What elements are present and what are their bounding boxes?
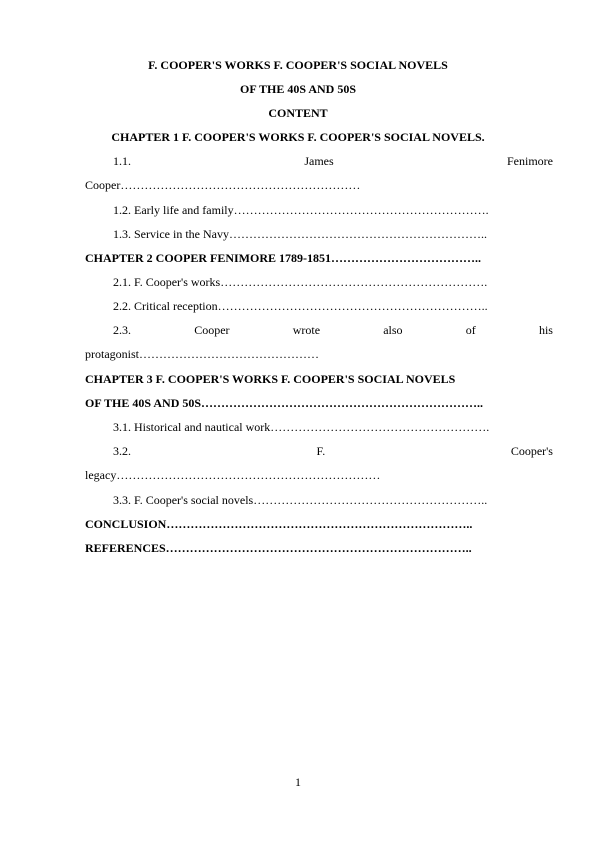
toc-item-2-3 (113, 323, 553, 338)
toc-word: F. (316, 444, 326, 458)
toc-references: REFERENCES………………………………………………………………….. (85, 541, 472, 555)
toc-item-2-1: 2.1. F. Cooper's works…………………………………………………………. (113, 275, 488, 289)
content-heading: CONTENT (268, 106, 328, 120)
page-number: 1 (295, 775, 301, 789)
toc-conclusion: CONCLUSION………………………………………………………………….. (85, 517, 473, 531)
toc-word: 3.2. (113, 444, 131, 458)
toc-item-3-3: 3.3. F. Cooper's social novels………………………………………………….. (113, 493, 488, 507)
toc-word: Cooper (194, 323, 230, 337)
document-title-line-1: F. COOPER'S WORKS F. COOPER'S SOCIAL NOVELS (148, 58, 448, 72)
toc-word: James (304, 154, 334, 168)
toc-item-3-2 (113, 444, 553, 459)
toc-word: of (465, 323, 476, 337)
toc-word: 1.1. (113, 154, 131, 168)
toc-item-1-1 (113, 154, 553, 169)
toc-item-1-3: 1.3. Service in the Navy……………………………………………………….. (113, 227, 487, 241)
toc-chapter-1: CHAPTER 1 F. COOPER'S WORKS F. COOPER'S SOCIAL NOVELS. (111, 130, 485, 144)
toc-item-3-1: 3.1. Historical and nautical work………………………………………………. (113, 420, 490, 434)
toc-chapter-3-line-1: CHAPTER 3 F. COOPER'S WORKS F. COOPER'S SOCIAL NOVELS (85, 372, 456, 386)
toc-word: Fenimore (506, 154, 553, 168)
toc-item-2-3-continued: protagonist……………………………………… (85, 347, 319, 361)
toc-word: also (383, 323, 403, 337)
document-title-line-2: OF THE 40S AND 50S (239, 82, 357, 96)
toc-item-3-2-continued: legacy………………………………………………………… (85, 468, 381, 482)
toc-word: wrote (292, 323, 321, 337)
toc-chapter-2: CHAPTER 2 COOPER FENIMORE 1789-1851……………………………….. (85, 251, 481, 265)
toc-item-2-2: 2.2. Critical reception………………………………………………………….. (113, 299, 488, 313)
toc-item-1-1-continued: Cooper…………………………………………………… (85, 178, 361, 192)
toc-chapter-3-line-2: OF THE 40S AND 50S…………………………………………………………….. (85, 396, 484, 410)
toc-word: 2.3. (113, 323, 131, 337)
toc-item-1-2: 1.2. Early life and family………………………………………………………. (113, 203, 489, 217)
toc-word: Cooper's (510, 444, 553, 458)
toc-word: his (538, 323, 553, 337)
